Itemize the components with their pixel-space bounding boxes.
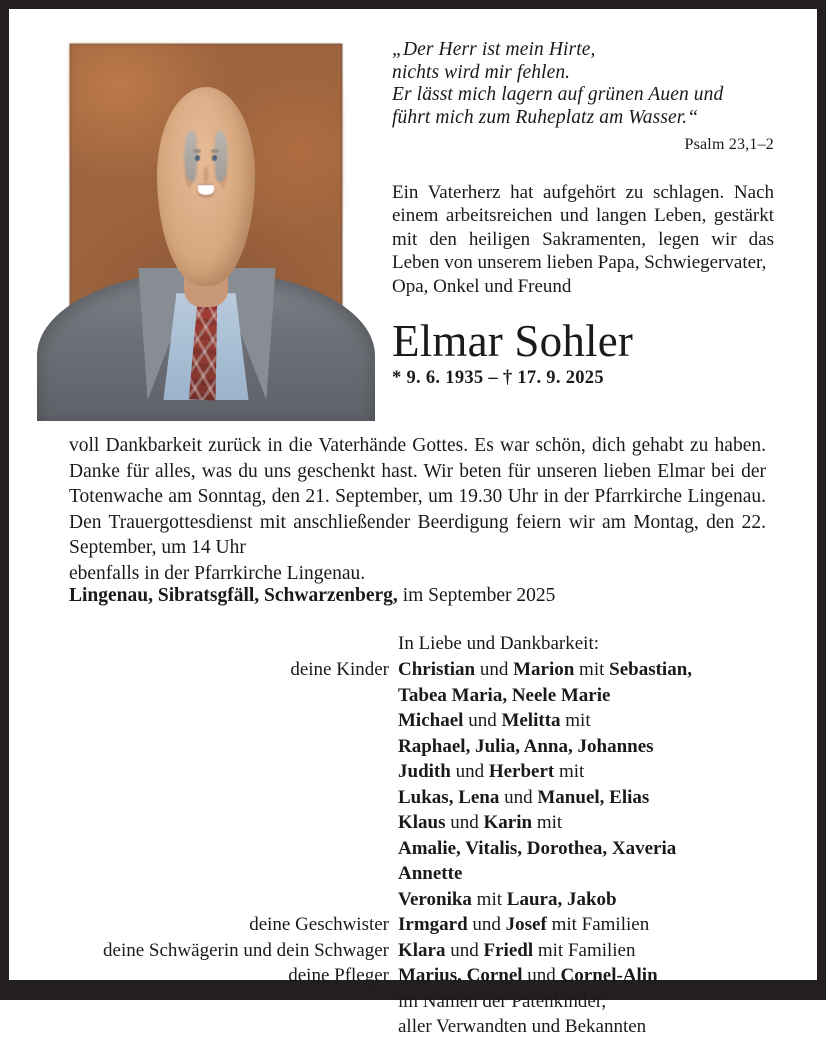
mourner-names: im Namen der Patenkinder,	[398, 990, 607, 1012]
eye-left	[195, 155, 200, 160]
portrait-photo	[69, 43, 343, 401]
verse-line-3: Er lässt mich lagern auf grünen Auen und	[392, 84, 724, 105]
mourner-row	[49, 683, 749, 709]
mourner-names: Marius, Cornel und Cornel-Alin	[398, 965, 658, 986]
mourner-row	[49, 657, 749, 683]
mourner-names: Michael und Melitta mit	[398, 710, 591, 731]
mourner-names: Klara und Friedl mit Familien	[398, 939, 636, 961]
mourner-names: Klaus und Karin mit	[398, 812, 563, 833]
mourners-block	[49, 631, 749, 1040]
header-area	[9, 9, 817, 409]
mourner-row	[49, 810, 749, 836]
body-text: voll Dankbarkeit zurück in die Vaterhände Gottes. Es war schön, dich gehabt zu haben. Danke für alles, was du uns geschenkt hast. Wir beten für unseren lieben Elmar bei der Totenwache am Sonntag, den 21. September, um 19.30 Uhr in der Pfarrkirche Lingenau. Den Trauergottesdienst mit anschließender Beerdigung feiern wir am Montag, den 22. September, um 14 Uhr	[69, 435, 766, 558]
mourner-row	[49, 963, 749, 989]
mourner-names: Tabea Maria, Neele Marie	[398, 684, 611, 706]
mourner-row	[49, 887, 749, 913]
body-last-line: ebenfalls in der Pfarrkirche Lingenau.	[69, 562, 366, 584]
mourner-row	[49, 836, 749, 862]
mourner-row	[49, 1014, 749, 1040]
mourner-row	[49, 708, 749, 734]
mourner-row	[49, 989, 749, 1015]
mourner-relation-label: deine Kinder	[290, 659, 389, 680]
verse-source: Psalm 23,1–2	[684, 136, 774, 153]
intro-last-line: Opa, Onkel und Freund	[392, 275, 572, 297]
mourner-relation-label: deine Schwägerin und dein Schwager	[103, 939, 389, 961]
body-paragraph	[69, 433, 766, 586]
verse-line-4: führt mich zum Ruheplatz am Wasser.“	[392, 106, 699, 128]
intro-text: Ein Vaterherz hat aufgehört zu schlagen. Nach einem arbeitsreichen und langen Leben, gestärkt mit den heiligen Sakramenten, legen wir das Leben von unserem lieben Papa, Schwiegervater,	[392, 181, 774, 273]
portrait-image	[70, 44, 342, 400]
notice-paper	[9, 9, 817, 1037]
eye-right	[212, 155, 217, 160]
mourner-names: Amalie, Vitalis, Dorothea, Xaveria	[398, 837, 677, 859]
verse-line-2: nichts wird mir fehlen.	[392, 61, 571, 83]
smiling-mouth	[198, 185, 215, 195]
bible-verse	[392, 39, 774, 157]
notice-date: im September 2025	[397, 585, 556, 606]
mourner-names: Judith und Herbert mit	[398, 761, 585, 782]
eyebrow-left	[193, 149, 201, 153]
mourner-names: Veronika mit Laura, Jakob	[398, 888, 617, 910]
intro-paragraph	[392, 181, 774, 299]
face	[157, 87, 255, 286]
mourner-row	[49, 861, 749, 887]
mourner-row	[49, 912, 749, 938]
mourner-relation-label: deine Geschwister	[249, 914, 389, 935]
header-text-column	[392, 9, 774, 389]
mourner-names: Irmgard und Josef mit Familien	[398, 914, 650, 935]
mourner-row	[49, 734, 749, 760]
deceased-dates: * 9. 6. 1935 – † 17. 9. 2025	[392, 368, 604, 388]
mourner-names: Lukas, Lena und Manuel, Elias	[398, 786, 650, 808]
place-and-date-line	[69, 584, 555, 608]
verse-line-1: „Der Herr ist mein Hirte,	[392, 39, 596, 60]
mourner-names: aller Verwandten und Bekannten	[398, 1016, 647, 1037]
mourner-names: Annette	[398, 863, 463, 884]
mourner-row	[49, 785, 749, 811]
mourner-names: Christian und Marion mit Sebastian,	[398, 659, 693, 680]
nose	[204, 166, 209, 184]
mourner-relation-label: deine Pfleger	[288, 965, 389, 986]
mourner-row	[49, 938, 749, 964]
eyebrow-right	[211, 149, 219, 153]
mourner-row	[49, 759, 749, 785]
deceased-name: Elmar Sohler	[392, 316, 634, 366]
mourners-list	[49, 657, 749, 1040]
places: Lingenau, Sibratsgfäll, Schwarzenberg,	[69, 585, 398, 606]
mourner-names: Raphael, Julia, Anna, Johannes	[398, 735, 654, 757]
mourners-heading: In Liebe und Dankbarkeit:	[398, 633, 600, 654]
